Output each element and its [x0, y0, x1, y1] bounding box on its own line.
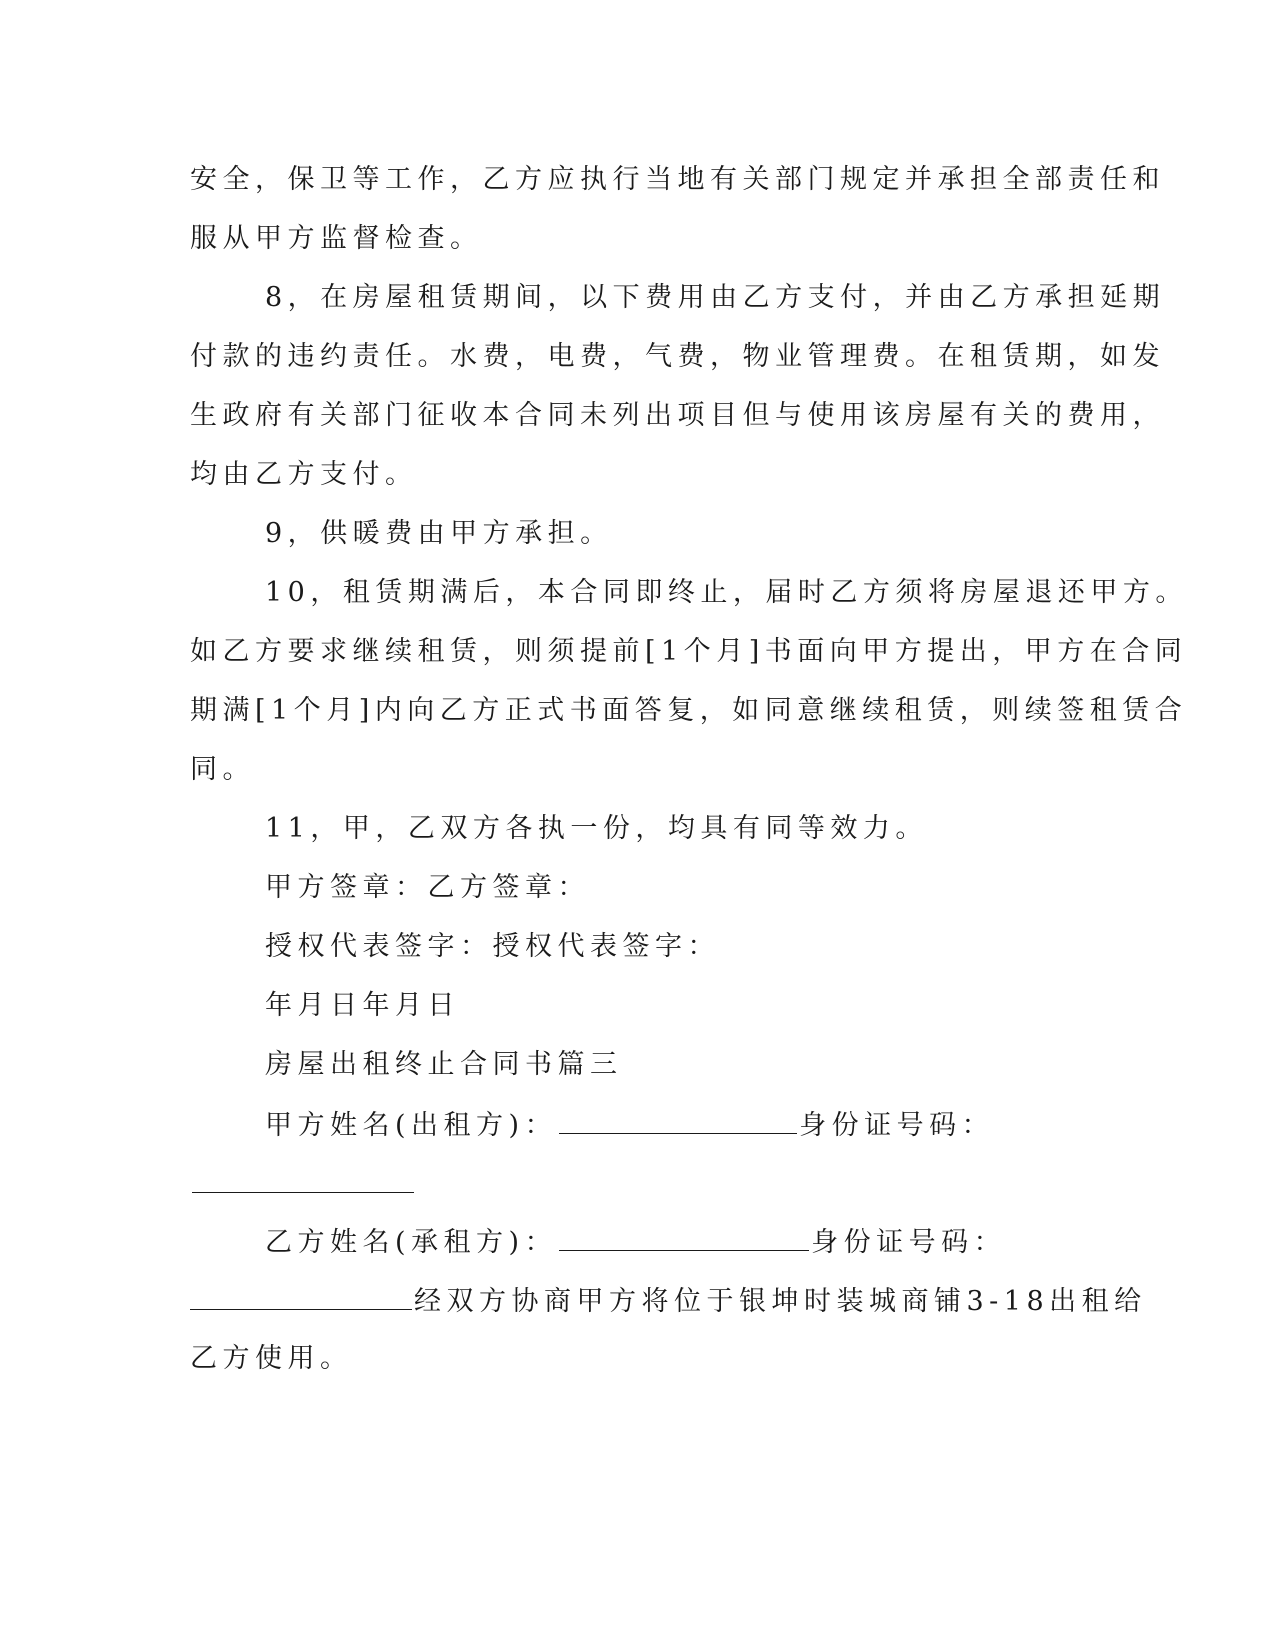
paragraph-line: 同。	[190, 754, 255, 785]
party-a-row	[265, 1107, 1165, 1141]
representative-line: 授权代表签字：授权代表签字：	[265, 931, 720, 962]
agreement-text: 经双方协商甲方将位于银坤时装城商铺3-18出租给	[414, 1286, 1147, 1317]
party-a-id-label: 身份证号码：	[799, 1110, 995, 1141]
date-line: 年月日年月日	[265, 990, 460, 1021]
section-title: 房屋出租终止合同书篇三	[265, 1049, 623, 1080]
paragraph-line: 期满[1个月]内向乙方正式书面答复，如同意继续租赁，则续签租赁合	[190, 695, 1188, 726]
paragraph-line: 如乙方要求继续租赁，则须提前[1个月]书面向甲方提出，甲方在合同	[190, 636, 1188, 667]
paragraph-line: 生政府有关部门征收本合同未列出项目但与使用该房屋有关的费用，	[190, 400, 1165, 431]
party-b-row	[265, 1224, 1165, 1258]
party-a-name-blank[interactable]	[559, 1107, 797, 1134]
paragraph-line: 10，租赁期满后，本合同即终止，届时乙方须将房屋退还甲方。	[265, 577, 1188, 608]
paragraph-line: 8，在房屋租赁期间，以下费用由乙方支付，并由乙方承担延期	[265, 282, 1166, 313]
paragraph-line: 均由乙方支付。	[190, 459, 418, 490]
party-b-id-label: 身份证号码：	[811, 1227, 1007, 1258]
paragraph-line: 11，甲，乙双方各执一份，均具有同等效力。	[265, 813, 928, 844]
party-a-id-blank[interactable]	[192, 1192, 414, 1193]
paragraph-line: 付款的违约责任。水费，电费，气费，物业管理费。在租赁期，如发	[190, 341, 1165, 372]
paragraph-line: 9，供暖费由甲方承担。	[265, 518, 613, 549]
paragraph-line: 安全，保卫等工作，乙方应执行当地有关部门规定并承担全部责任和	[190, 164, 1165, 195]
paragraph-line: 乙方使用。	[190, 1343, 353, 1374]
paragraph-line: 服从甲方监督检查。	[190, 223, 483, 254]
party-b-id-blank[interactable]	[190, 1283, 412, 1310]
party-a-label: 甲方姓名(出租方)：	[265, 1110, 558, 1141]
party-b-label: 乙方姓名(承租方)：	[265, 1227, 558, 1258]
signature-line: 甲方签章：乙方签章：	[265, 872, 590, 903]
agreement-row	[190, 1283, 1147, 1317]
party-b-name-blank[interactable]	[559, 1224, 809, 1251]
